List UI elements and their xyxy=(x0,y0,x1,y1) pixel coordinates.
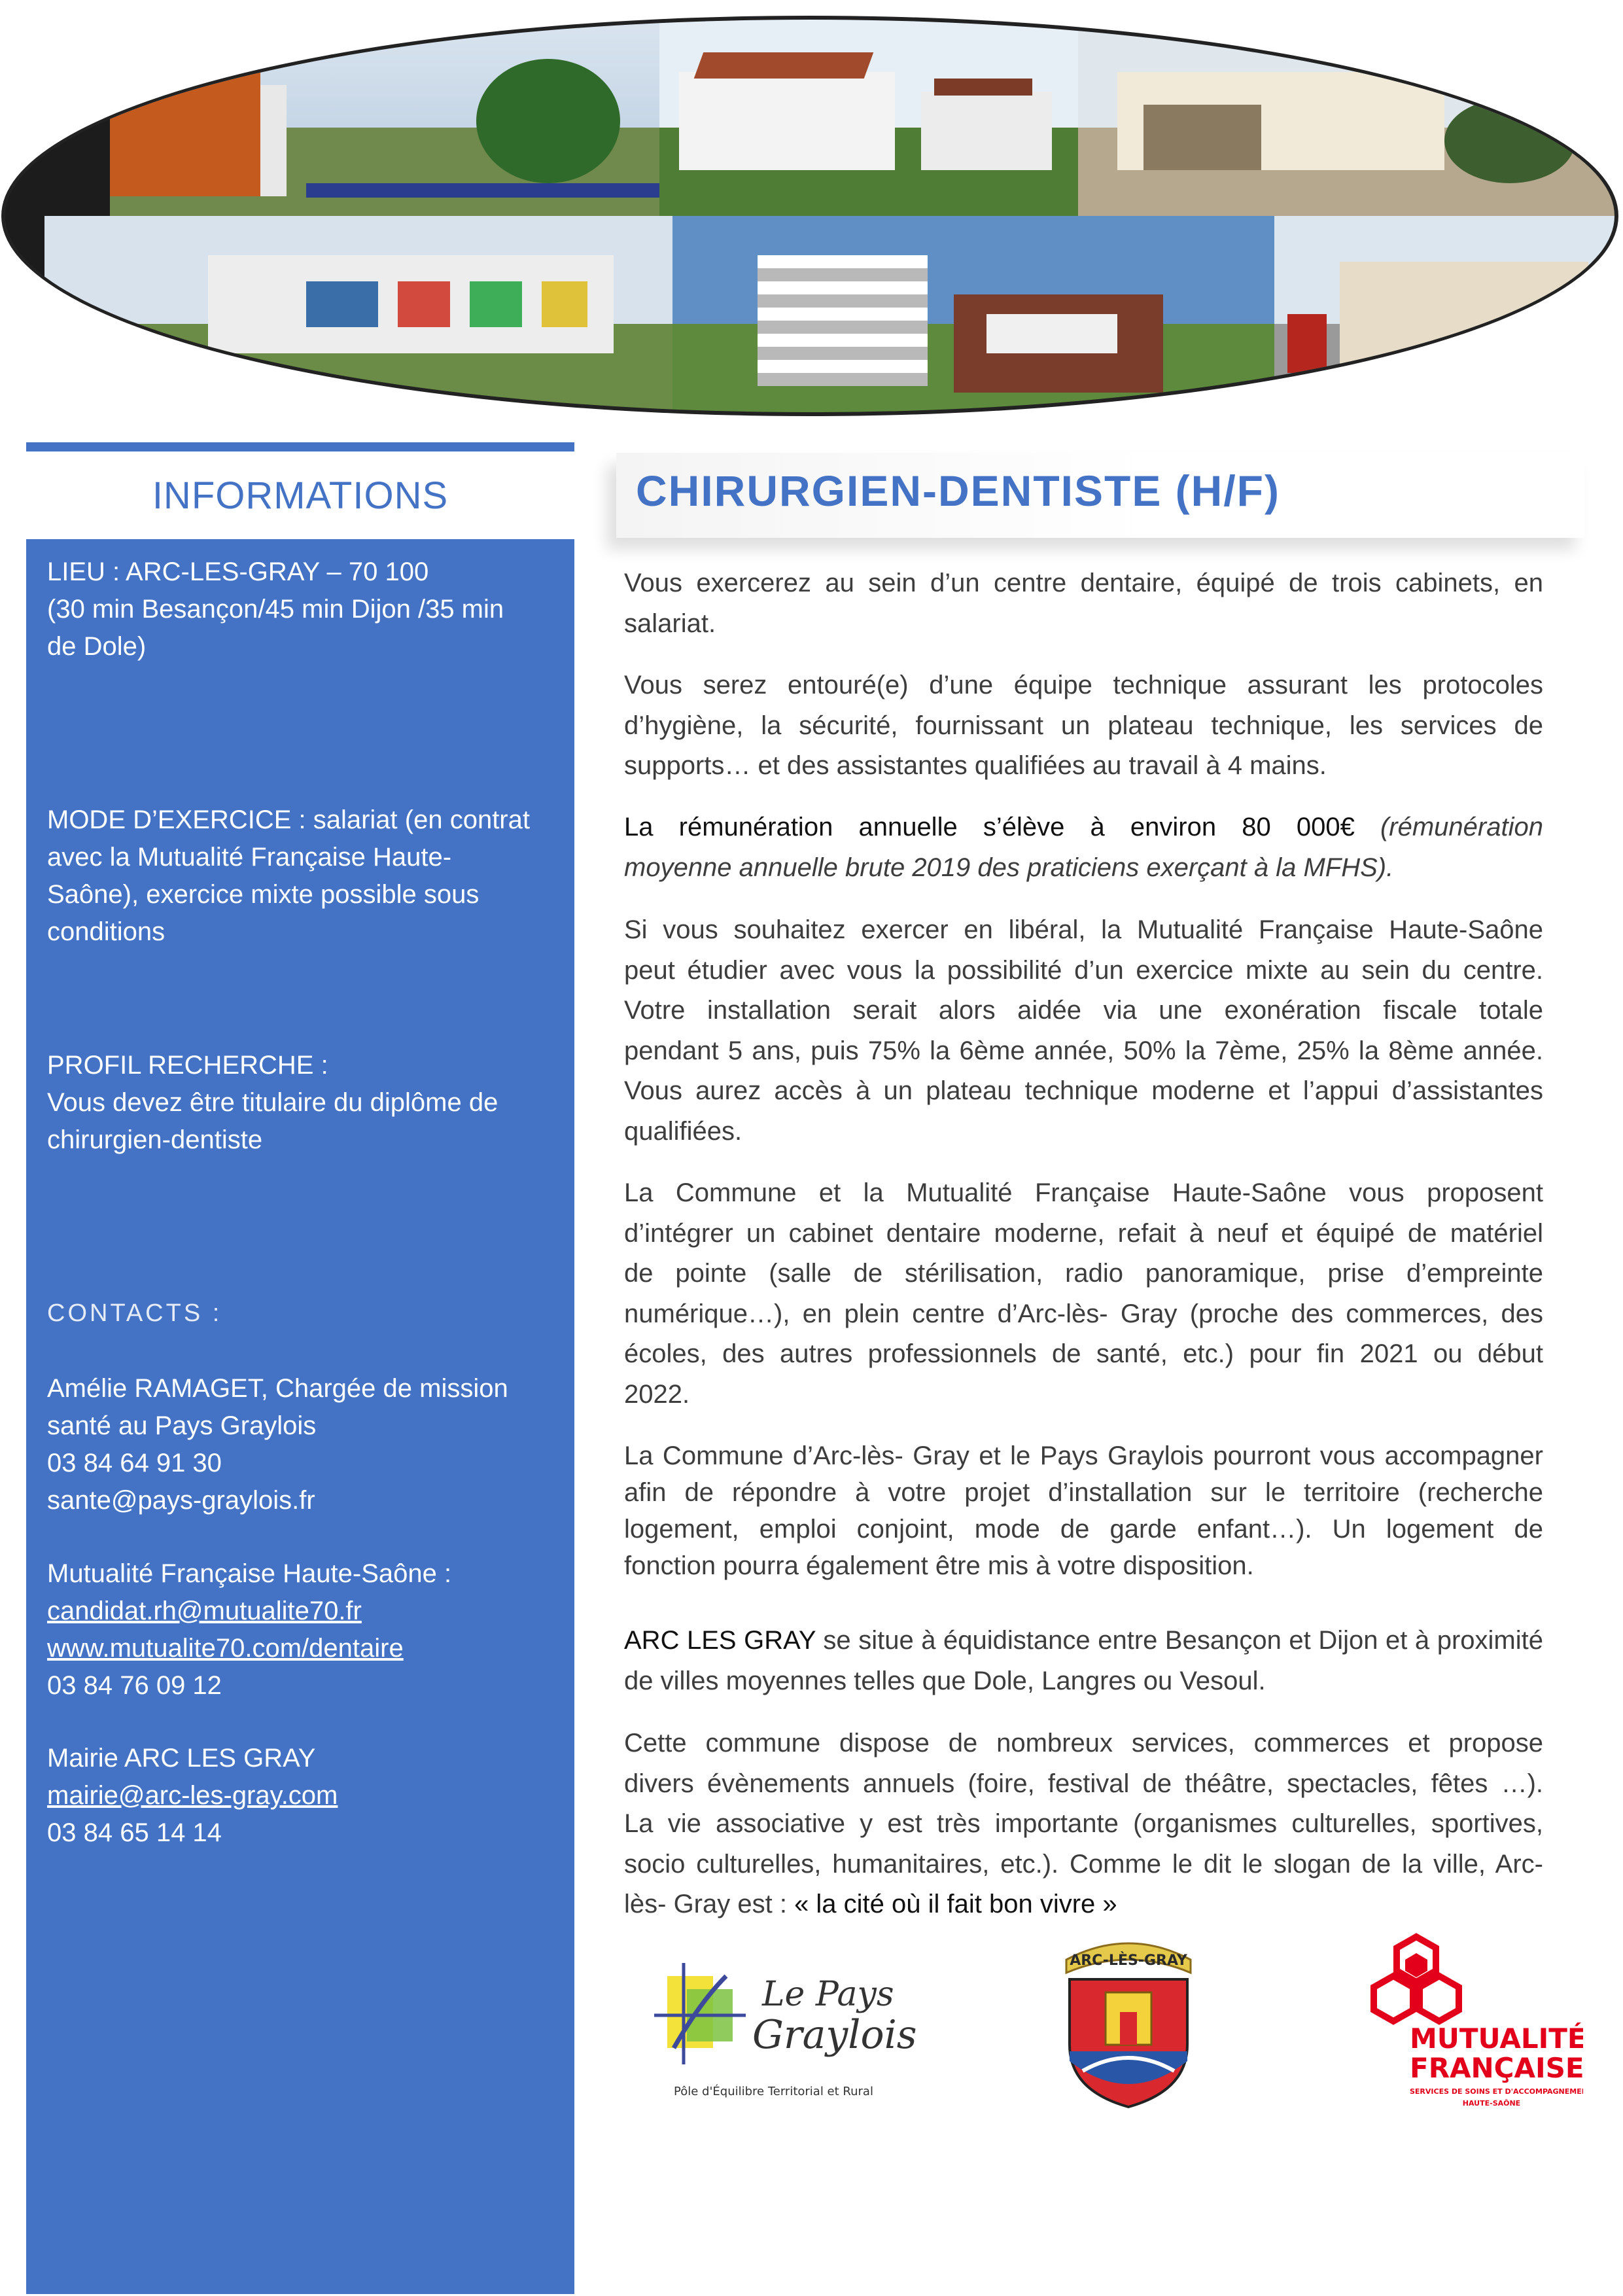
contact-email-link[interactable]: candidat.rh@mutualite70.fr xyxy=(47,1597,362,1625)
paragraph-line: Vous exercerez au sein d’un centre dentaire, équipé de trois cabinets, en xyxy=(624,569,1543,597)
pays-graylois-emblem xyxy=(654,1950,929,2107)
contacts-heading: CONTACTS : xyxy=(47,1299,222,1327)
practice-mode-line: MODE D’EXERCICE : salariat (en contrat xyxy=(47,805,530,834)
paragraph-line xyxy=(624,807,1543,848)
photo-striped-houses xyxy=(672,216,1274,412)
practice-mode-block xyxy=(47,802,564,951)
photo-old-buildings xyxy=(1274,216,1614,412)
paragraph-commune xyxy=(624,1723,1543,1925)
location-line: de Dole) xyxy=(47,632,147,661)
practice-mode-line: avec la Mutualité Française Haute- xyxy=(47,843,452,872)
profile-line: chirurgien-dentiste xyxy=(47,1125,263,1154)
logo-text: FRANÇAISE xyxy=(1410,2052,1583,2084)
paragraph-line: de pointe (salle de stérilisation, radio panoramique, prise d’empreinte xyxy=(624,1259,1543,1288)
contact-phone: 03 84 64 91 30 xyxy=(47,1449,222,1477)
paragraph-line: fonction pourra également être mis à votre disposition. xyxy=(624,1551,1254,1580)
paragraph-line: d’intégrer un cabinet dentaire moderne, refait à neuf et équipé de matériel xyxy=(624,1218,1543,1248)
paragraph-line: 2022. xyxy=(624,1379,690,1409)
paragraph-line xyxy=(624,1884,1543,1925)
paragraph-line: La vie associative y est très importante (organismes culturelles, sportives, xyxy=(624,1809,1543,1838)
paragraph-line: supports… et des assistantes qualifiées au travail à 4 mains. xyxy=(624,751,1327,780)
photo-orange-building xyxy=(110,20,659,216)
paragraph-line: divers évènements annuels (foire, festival de théâtre, spectacles, fêtes …). xyxy=(624,1769,1543,1798)
salary-note-line: moyenne annuelle brute 2019 des praticiens exerçant à la MFHS). xyxy=(624,853,1394,882)
paragraph-liberal xyxy=(624,910,1543,1152)
pays-graylois-logo xyxy=(654,1950,929,2107)
photo-school-entrance xyxy=(1078,20,1614,216)
town-shield-icon xyxy=(1053,1934,1204,2110)
contact-mairie xyxy=(47,1740,564,1852)
sidebar-heading-box xyxy=(26,451,574,539)
practice-mode-line: Saône), exercice mixte possible sous xyxy=(47,880,480,909)
town-name: ARC LES GRAY xyxy=(624,1626,816,1655)
paragraph-line: La Commune d’Arc-lès- Gray et le Pays Graylois pourront vous accompagner xyxy=(624,1441,1543,1470)
paragraph-1 xyxy=(624,563,1543,644)
mutualite-francaise-logo xyxy=(1354,1930,1583,2113)
crest-banner-text: ARC-LÈS-GRAY xyxy=(1070,1952,1187,1969)
location-text: se situe à équidistance entre Besançon et Dijon et à proximité xyxy=(815,1626,1544,1655)
contact-email[interactable]: sante@pays-graylois.fr xyxy=(47,1486,315,1515)
paragraph-line: de villes moyennes telles que Dole, Langres ou Vesoul. xyxy=(624,1666,1266,1695)
location-block xyxy=(47,554,564,665)
paragraph-line: d’hygiène, la sécurité, fournissant un plateau technique, les services de xyxy=(624,711,1543,740)
paragraph-line: salariat. xyxy=(624,609,716,638)
paragraph-line: peut étudier avec vous la possibilité d’un exercice mixte au sein du centre. xyxy=(624,955,1543,985)
paragraph-support xyxy=(624,1438,1543,1584)
paragraph-line: pendant 5 ans, puis 75% la 6ème année, 50% la 7ème, 25% la 8ème année. xyxy=(624,1036,1543,1065)
profile-line: PROFIL RECHERCHE : xyxy=(47,1051,328,1080)
paragraph-line: socio culturelles, humanitaires, etc.). Comme le dit le slogan de la ville, Arc- xyxy=(624,1849,1543,1879)
logo-subtitle: Pôle d'Équilibre Territorial et Rural xyxy=(674,2085,873,2098)
contact-name: Mairie ARC LES GRAY xyxy=(47,1744,316,1773)
logo-subtitle: SERVICES DE SOINS ET D'ACCOMPAGNEMENT xyxy=(1410,2087,1583,2096)
paragraph-line: Vous aurez accès à un plateau technique moderne et l’appui d’assistantes xyxy=(624,1076,1543,1105)
paragraph-line: logement, emploi conjoint, mode de garde enfant…). Un logement de xyxy=(624,1515,1543,1544)
contact-role: santé au Pays Graylois xyxy=(47,1411,317,1440)
page-title: CHIRURGIEN-DENTISTE (H/F) xyxy=(636,467,1280,515)
contacts-heading-block xyxy=(47,1295,564,1332)
photo-school-windows xyxy=(44,216,672,412)
slogan-intro: lès- Gray est : xyxy=(624,1890,795,1918)
paragraph-2 xyxy=(624,665,1543,786)
logo-text: Graylois xyxy=(752,2012,917,2058)
photo-white-houses xyxy=(659,20,1078,216)
paragraph-line: Vous serez entouré(e) d’une équipe technique assurant les protocoles xyxy=(624,671,1543,699)
paragraph-line: numérique…), en plein centre d’Arc-lès- Gray (proche des commerces, des xyxy=(624,1299,1543,1328)
location-line: (30 min Besançon/45 min Dijon /35 min xyxy=(47,595,504,624)
contact-phone: 03 84 76 09 12 xyxy=(47,1671,222,1700)
contact-email-link[interactable]: mairie@arc-les-gray.com xyxy=(47,1781,338,1810)
contact-pays-graylois xyxy=(47,1370,564,1519)
logo-text: MUTUALITÉ xyxy=(1410,2022,1583,2055)
profile-block xyxy=(47,1047,564,1159)
paragraph-line: afin de répondre à votre projet d’installation sur le territoire (recherche xyxy=(624,1478,1543,1507)
location-line: LIEU : ARC-LES-GRAY – 70 100 xyxy=(47,557,429,586)
paragraph-line: écoles, des autres professionnels de santé, etc.) pour fin 2021 ou début xyxy=(624,1339,1543,1368)
paragraph-line: La Commune et la Mutualité Française Haute-Saône vous proposent xyxy=(624,1178,1543,1207)
paragraph-line: qualifiées. xyxy=(624,1116,742,1146)
paragraph-line: Votre installation serait alors aidée via une exonération fiscale totale xyxy=(624,996,1543,1025)
salary-text: La rémunération annuelle s’élève à environ 80 000€ xyxy=(624,813,1355,841)
header-photo-collage xyxy=(5,20,1614,412)
contact-website-link[interactable]: www.mutualite70.com/dentaire xyxy=(47,1634,404,1663)
paragraph-line xyxy=(624,1621,1543,1661)
sidebar-heading: INFORMATIONS xyxy=(152,474,449,517)
town-slogan: « la cité où il fait bon vivre » xyxy=(794,1890,1117,1918)
practice-mode-line: conditions xyxy=(47,917,166,946)
mutualite-hexagons-icon xyxy=(1354,1930,1583,2113)
paragraph-location xyxy=(624,1621,1543,1701)
contact-mutualite xyxy=(47,1555,564,1704)
sidebar-top-bar xyxy=(26,442,574,451)
salary-note: (rémunération xyxy=(1380,813,1543,841)
info-sidebar xyxy=(26,442,574,2294)
logo-subtitle: HAUTE-SAÔNE xyxy=(1462,2099,1521,2108)
paragraph-salary xyxy=(624,807,1543,888)
contact-name: Amélie RAMAGET, Chargée de mission xyxy=(47,1374,508,1403)
paragraph-line: Si vous souhaitez exercer en libéral, la Mutualité Française Haute-Saône xyxy=(624,915,1543,944)
paragraph-line: Cette commune dispose de nombreux services, commerces et propose xyxy=(624,1729,1543,1757)
title-box xyxy=(616,453,1584,538)
paragraph-cabinet xyxy=(624,1173,1543,1415)
profile-line: Vous devez être titulaire du diplôme de xyxy=(47,1088,498,1117)
contact-phone: 03 84 65 14 14 xyxy=(47,1818,222,1847)
arc-les-gray-crest xyxy=(1053,1934,1204,2110)
contact-name: Mutualité Française Haute-Saône : xyxy=(47,1559,452,1588)
logo-text: Le Pays xyxy=(762,1975,894,2014)
